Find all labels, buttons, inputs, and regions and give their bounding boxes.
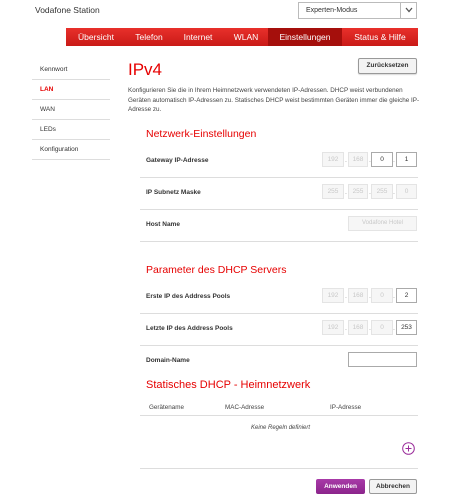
first-ip-octet-4[interactable]: 2 — [396, 288, 417, 303]
cancel-button[interactable]: Abbrechen — [369, 479, 417, 494]
domain-name-input[interactable] — [348, 352, 417, 367]
column-header-mac: MAC-Adresse — [225, 404, 265, 411]
gateway-octet-3[interactable]: 0 — [371, 152, 393, 167]
page-title: IPv4 — [128, 60, 163, 79]
sidebar-item-leds[interactable]: LEDs — [32, 120, 110, 140]
apply-button[interactable]: Anwenden — [316, 479, 365, 494]
reset-button[interactable]: Zurücksetzen — [358, 58, 417, 74]
last-ip-octet-2[interactable]: 168 — [348, 320, 368, 335]
last-ip-octet-1[interactable]: 192 — [322, 320, 344, 335]
mode-select[interactable] — [298, 2, 417, 19]
octet-separator: . — [369, 189, 371, 196]
subnet-octet-1[interactable]: 255 — [322, 184, 344, 199]
divider — [140, 313, 418, 314]
last-ip-octet-4[interactable]: 253 — [396, 320, 417, 335]
nav-item-internet[interactable]: Internet — [183, 32, 213, 42]
chevron-down-icon[interactable] — [400, 3, 416, 18]
octet-separator: . — [345, 189, 347, 196]
subnet-octet-3[interactable]: 255 — [371, 184, 393, 199]
top-bar — [0, 0, 450, 24]
empty-table-text: Keine Regeln definiert — [251, 425, 311, 431]
main-nav — [66, 28, 418, 46]
last-ip-octet-3[interactable]: 0 — [371, 320, 393, 335]
first-ip-octet-3[interactable]: 0 — [371, 288, 393, 303]
divider — [140, 177, 418, 178]
nav-item-uebersicht[interactable]: Übersicht — [78, 32, 114, 42]
nav-item-wlan[interactable]: WLAN — [233, 32, 259, 42]
sidebar-item-lan[interactable]: LAN — [32, 80, 110, 100]
divider — [140, 345, 418, 346]
octet-separator: . — [369, 325, 371, 332]
divider — [140, 415, 418, 416]
last-ip-label: Letzte IP des Address Pools — [146, 325, 233, 332]
column-header-devicename: Gerätename — [149, 404, 185, 411]
octet-separator: . — [393, 293, 395, 300]
nav-item-telefon[interactable]: Telefon — [135, 32, 163, 42]
octet-separator: . — [393, 325, 395, 332]
nav-item-einstellungen[interactable]: Einstellungen — [268, 28, 342, 46]
divider — [140, 209, 418, 210]
sidebar-item-kennwort[interactable]: Kennwort — [32, 60, 110, 80]
gateway-octet-4[interactable]: 1 — [396, 152, 417, 167]
gateway-label: Gateway IP-Adresse — [146, 157, 209, 164]
octet-separator: . — [393, 189, 395, 196]
gateway-octet-2[interactable]: 168 — [348, 152, 368, 167]
sidebar — [32, 60, 110, 160]
host-name-label: Host Name — [146, 221, 180, 228]
gateway-octet-1[interactable]: 192 — [322, 152, 344, 167]
nav-item-status-hilfe[interactable]: Status & Hilfe — [354, 32, 406, 42]
domain-name-label: Domain-Name — [146, 357, 190, 364]
network-settings-heading: Netzwerk-Einstellungen — [146, 128, 257, 140]
subnet-octet-2[interactable]: 255 — [348, 184, 368, 199]
subnet-label: IP Subnetz Maske — [146, 189, 201, 196]
octet-separator: . — [369, 293, 371, 300]
brand-title: Vodafone Station — [35, 5, 100, 15]
mode-select-value: Experten-Modus — [306, 7, 358, 14]
divider — [140, 468, 418, 469]
add-rule-icon[interactable] — [402, 442, 415, 455]
static-dhcp-heading: Statisches DHCP - Heimnetzwerk — [146, 379, 311, 391]
dhcp-server-heading: Parameter des DHCP Servers — [146, 264, 287, 276]
first-ip-label: Erste IP des Address Pools — [146, 293, 231, 300]
sidebar-item-konfiguration[interactable]: Konfiguration — [32, 140, 110, 160]
octet-separator: . — [393, 157, 395, 164]
column-header-ip: IP-Adresse — [330, 404, 362, 411]
first-ip-octet-1[interactable]: 192 — [322, 288, 344, 303]
intro-text: Konfigurieren Sie die in Ihrem Heimnetzwerk verwendeten IP-Adressen. DHCP weist verbundenen Geräten automatisch IP-Adressen zu. Statisches DHCP weist bestimmten Geräten immer die gleiche IP-Adresse zu. — [128, 87, 420, 113]
host-name-input[interactable]: Vodafone Hotel — [348, 216, 417, 231]
subnet-octet-4[interactable]: 0 — [396, 184, 417, 199]
octet-separator: . — [345, 293, 347, 300]
divider — [140, 241, 418, 242]
sidebar-item-wan[interactable]: WAN — [32, 100, 110, 120]
octet-separator: . — [345, 157, 347, 164]
octet-separator: . — [345, 325, 347, 332]
first-ip-octet-2[interactable]: 168 — [348, 288, 368, 303]
octet-separator: . — [369, 157, 371, 164]
